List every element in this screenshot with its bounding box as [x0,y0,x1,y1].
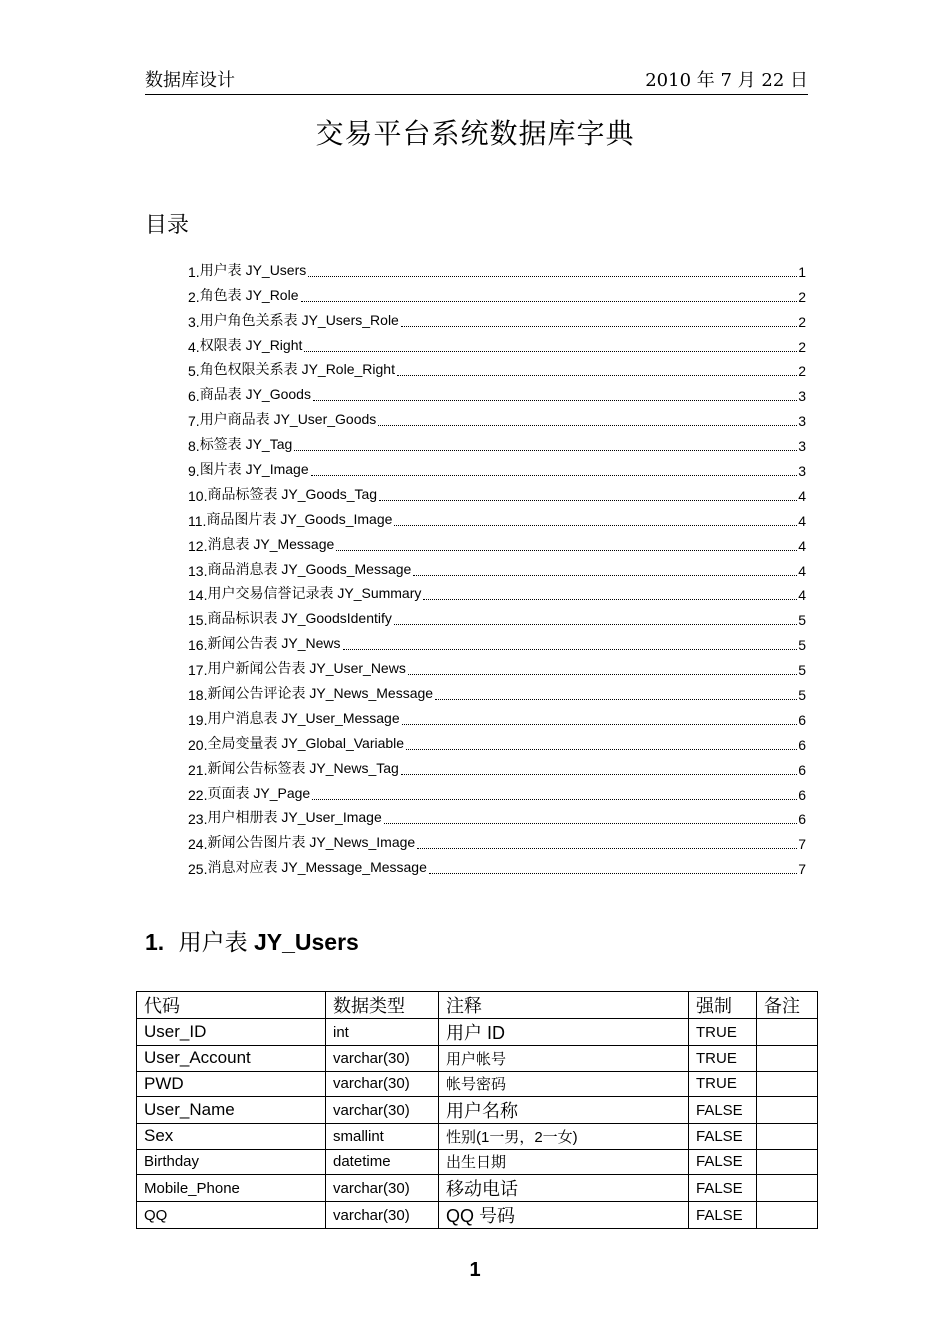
toc-item-number: 13. [188,562,208,579]
cell-comment: 出生日期 [439,1149,689,1175]
toc-dot-leader [401,773,797,775]
toc-dot-leader [384,822,797,824]
toc-item-number: 19. [188,711,208,728]
toc-dot-leader [423,598,797,600]
toc-item-title: 页面表 JY_Page [207,784,311,801]
toc-item[interactable] [188,330,806,355]
cell-mandatory: FALSE [689,1175,757,1202]
toc-dot-leader [394,524,797,526]
toc-dot-leader [408,673,797,675]
toc-item-page: 3 [798,463,806,480]
header-doc-name: 数据库设计 [145,70,235,91]
cell-mandatory: FALSE [689,1097,757,1124]
cell-data-type: smallint [326,1124,439,1150]
cell-code: User_Name [137,1097,326,1124]
cell-mandatory: TRUE [689,1046,757,1072]
toc-item-page: 4 [798,487,806,504]
toc-item-page: 3 [798,388,806,405]
toc-item[interactable] [188,454,806,479]
toc-item-number: 25. [188,861,208,878]
toc-item-page: 6 [798,811,806,828]
section-title-cn: 用户表 [178,929,248,955]
toc-dot-leader [417,847,797,849]
toc-item-title: 商品表 JY_Goods [199,386,311,403]
cell-code: Sex [137,1124,326,1150]
toc-dot-leader [313,399,797,401]
toc-item-page: 4 [798,587,806,604]
cell-code: Birthday [137,1149,326,1175]
header-date: 2010 年 7 月 22 日 [645,70,808,91]
toc-item-number: 8. [188,438,200,455]
toc-item-page: 5 [798,687,806,704]
cell-data-type: varchar(30) [326,1202,439,1229]
users-data-dictionary-table [136,991,818,1229]
toc-item-page: 2 [798,313,806,330]
table-row [137,1097,818,1124]
toc-item-title: 全局变量表 JY_Global_Variable [207,734,405,751]
toc-item-number: 16. [188,637,208,654]
toc-item[interactable] [188,479,806,504]
toc-item-number: 24. [188,836,208,853]
toc-item-number: 12. [188,537,208,554]
toc-item-title: 商品消息表 JY_Goods_Message [207,560,412,577]
table-row [137,1046,818,1072]
toc-dot-leader [401,325,797,327]
toc-item-number: 7. [188,413,200,430]
toc-item-page: 1 [798,263,806,280]
table-row [137,1175,818,1202]
table-row [137,1149,818,1175]
cell-remark [757,1124,818,1150]
column-header-comment: 注释 [439,992,689,1019]
cell-remark [757,1071,818,1097]
column-header-mandatory: 强制 [689,992,757,1019]
toc-item[interactable] [188,379,806,404]
column-header-code: 代码 [137,992,326,1019]
cell-comment: 帐号密码 [439,1071,689,1097]
toc-item-number: 20. [188,736,208,753]
toc-dot-leader [397,374,797,376]
cell-mandatory: FALSE [689,1202,757,1229]
toc-item-title: 用户表 JY_Users [199,261,307,278]
toc-item-title: 权限表 JY_Right [199,336,303,353]
toc-item-page: 5 [798,662,806,679]
toc-item-title: 用户角色关系表 JY_Users_Role [199,311,399,328]
toc-dot-leader [379,499,797,501]
toc-dot-leader [301,300,798,302]
toc-item-title: 用户新闻公告表 JY_User_News [207,660,406,677]
toc-item[interactable] [188,305,806,330]
toc-item-number: 5. [188,363,200,380]
cell-code: User_Account [137,1046,326,1072]
toc-item[interactable] [188,280,806,305]
toc-item[interactable] [188,827,806,852]
toc-item-number: 11. [188,512,207,529]
toc-item[interactable] [188,753,806,778]
toc-item-number: 17. [188,662,208,679]
toc-item-number: 23. [188,811,208,828]
toc-item-title: 角色表 JY_Role [199,286,299,303]
section-number: 1. [145,929,165,955]
toc-item-number: 3. [188,313,200,330]
toc-item[interactable] [188,803,806,828]
toc-item-number: 9. [188,463,200,480]
cell-code: User_ID [137,1019,326,1046]
cell-remark [757,1175,818,1202]
toc-item[interactable] [188,678,806,703]
page-header [145,66,808,95]
toc-item[interactable] [188,554,806,579]
table-header-row [137,992,818,1019]
toc-item-number: 6. [188,388,200,405]
toc-item-number: 4. [188,338,200,355]
cell-mandatory: FALSE [689,1149,757,1175]
toc-heading: 目录 [145,213,190,238]
toc-item-page: 5 [798,637,806,654]
toc-item-title: 商品标识表 JY_GoodsIdentify [207,610,392,627]
toc-item-page: 2 [798,338,806,355]
column-header-data-type: 数据类型 [326,992,439,1019]
toc-item-page: 3 [798,438,806,455]
column-header-remark: 备注 [757,992,818,1019]
toc-item-title: 新闻公告标签表 JY_News_Tag [207,759,399,776]
toc-item[interactable] [188,429,806,454]
cell-data-type: int [326,1019,439,1046]
toc-item-number: 1. [188,263,200,280]
section-heading [145,924,359,957]
toc-item-title: 用户商品表 JY_User_Goods [199,411,377,428]
toc-item-title: 新闻公告表 JY_News [207,635,341,652]
toc-item[interactable] [188,579,806,604]
toc-item[interactable] [188,852,806,877]
page-number: 1 [469,1259,481,1281]
cell-comment: 移动电话 [439,1175,689,1202]
cell-remark [757,1097,818,1124]
toc-item-page: 4 [798,562,806,579]
section-title-table-name: JY_Users [253,929,359,955]
toc-item-page: 6 [798,736,806,753]
toc-item-number: 14. [188,587,208,604]
toc-item[interactable] [188,255,806,280]
toc-item-title: 角色权限关系表 JY_Role_Right [199,361,395,378]
toc-item-title: 用户交易信誉记录表 JY_Summary [207,585,422,602]
toc-item-number: 2. [188,288,200,305]
toc-item[interactable] [188,653,806,678]
toc-dot-leader [294,449,797,451]
toc-item-title: 用户消息表 JY_User_Message [207,709,400,726]
toc-item-title: 用户相册表 JY_User_Image [207,809,382,826]
toc-dot-leader [312,798,797,800]
toc-dot-leader [406,748,797,750]
toc-item-title: 商品标签表 JY_Goods_Tag [207,485,378,502]
toc-item[interactable] [188,703,806,728]
cell-comment: 性别(1一男，2一女) [439,1124,689,1150]
toc-item[interactable] [188,603,806,628]
toc-item-number: 21. [188,761,208,778]
toc-item-title: 消息对应表 JY_Message_Message [207,859,427,876]
toc-item[interactable] [188,529,806,554]
toc-item-title: 商品图片表 JY_Goods_Image [206,510,393,527]
toc-item[interactable] [188,628,806,653]
toc-item-title: 标签表 JY_Tag [199,436,293,453]
cell-remark [757,1149,818,1175]
cell-code: Mobile_Phone [137,1175,326,1202]
cell-comment: 用户 ID [439,1019,689,1046]
cell-mandatory: TRUE [689,1019,757,1046]
toc-dot-leader [378,424,797,426]
cell-comment: 用户帐号 [439,1046,689,1072]
cell-code: PWD [137,1071,326,1097]
toc-item-title: 消息表 JY_Message [207,535,335,552]
table-row [137,1202,818,1229]
cell-remark [757,1019,818,1046]
cell-remark [757,1046,818,1072]
cell-data-type: varchar(30) [326,1071,439,1097]
toc-item-title: 新闻公告图片表 JY_News_Image [207,834,416,851]
toc-dot-leader [429,872,797,874]
cell-remark [757,1202,818,1229]
cell-comment: QQ 号码 [439,1202,689,1229]
toc-item-page: 6 [798,786,806,803]
toc-item-page: 4 [798,537,806,554]
cell-data-type: varchar(30) [326,1175,439,1202]
toc-item[interactable] [188,778,806,803]
toc-item-page: 7 [798,836,806,853]
toc-item-page: 7 [798,861,806,878]
toc-item-page: 5 [798,612,806,629]
toc-item[interactable] [188,355,806,380]
cell-data-type: varchar(30) [326,1046,439,1072]
cell-data-type: datetime [326,1149,439,1175]
toc-item[interactable] [188,728,806,753]
table-row [137,1124,818,1150]
table-row [137,1071,818,1097]
toc-item-number: 18. [188,687,208,704]
toc-item-number: 22. [188,786,208,803]
toc-item[interactable] [188,404,806,429]
document-title: 交易平台系统数据库字典 [315,117,635,150]
toc-item-page: 3 [798,413,806,430]
toc-item-title: 图片表 JY_Image [199,461,309,478]
toc-dot-leader [343,648,798,650]
cell-code: QQ [137,1202,326,1229]
cell-mandatory: TRUE [689,1071,757,1097]
toc-dot-leader [402,723,798,725]
toc-item-page: 6 [798,761,806,778]
table-of-contents [188,255,806,877]
toc-dot-leader [308,275,797,277]
toc-item-page: 2 [798,363,806,380]
toc-dot-leader [413,574,797,576]
toc-dot-leader [311,474,798,476]
cell-comment: 用户名称 [439,1097,689,1124]
toc-dot-leader [336,549,797,551]
toc-item-page: 6 [798,711,806,728]
toc-dot-leader [435,698,797,700]
toc-dot-leader [394,623,797,625]
toc-item-page: 4 [798,512,806,529]
toc-item-number: 10. [188,487,208,504]
toc-item-title: 新闻公告评论表 JY_News_Message [207,685,434,702]
table-row [137,1019,818,1046]
toc-item-page: 2 [798,288,806,305]
toc-item[interactable] [188,504,806,529]
cell-data-type: varchar(30) [326,1097,439,1124]
cell-mandatory: FALSE [689,1124,757,1150]
toc-dot-leader [304,350,797,352]
toc-item-number: 15. [188,612,208,629]
